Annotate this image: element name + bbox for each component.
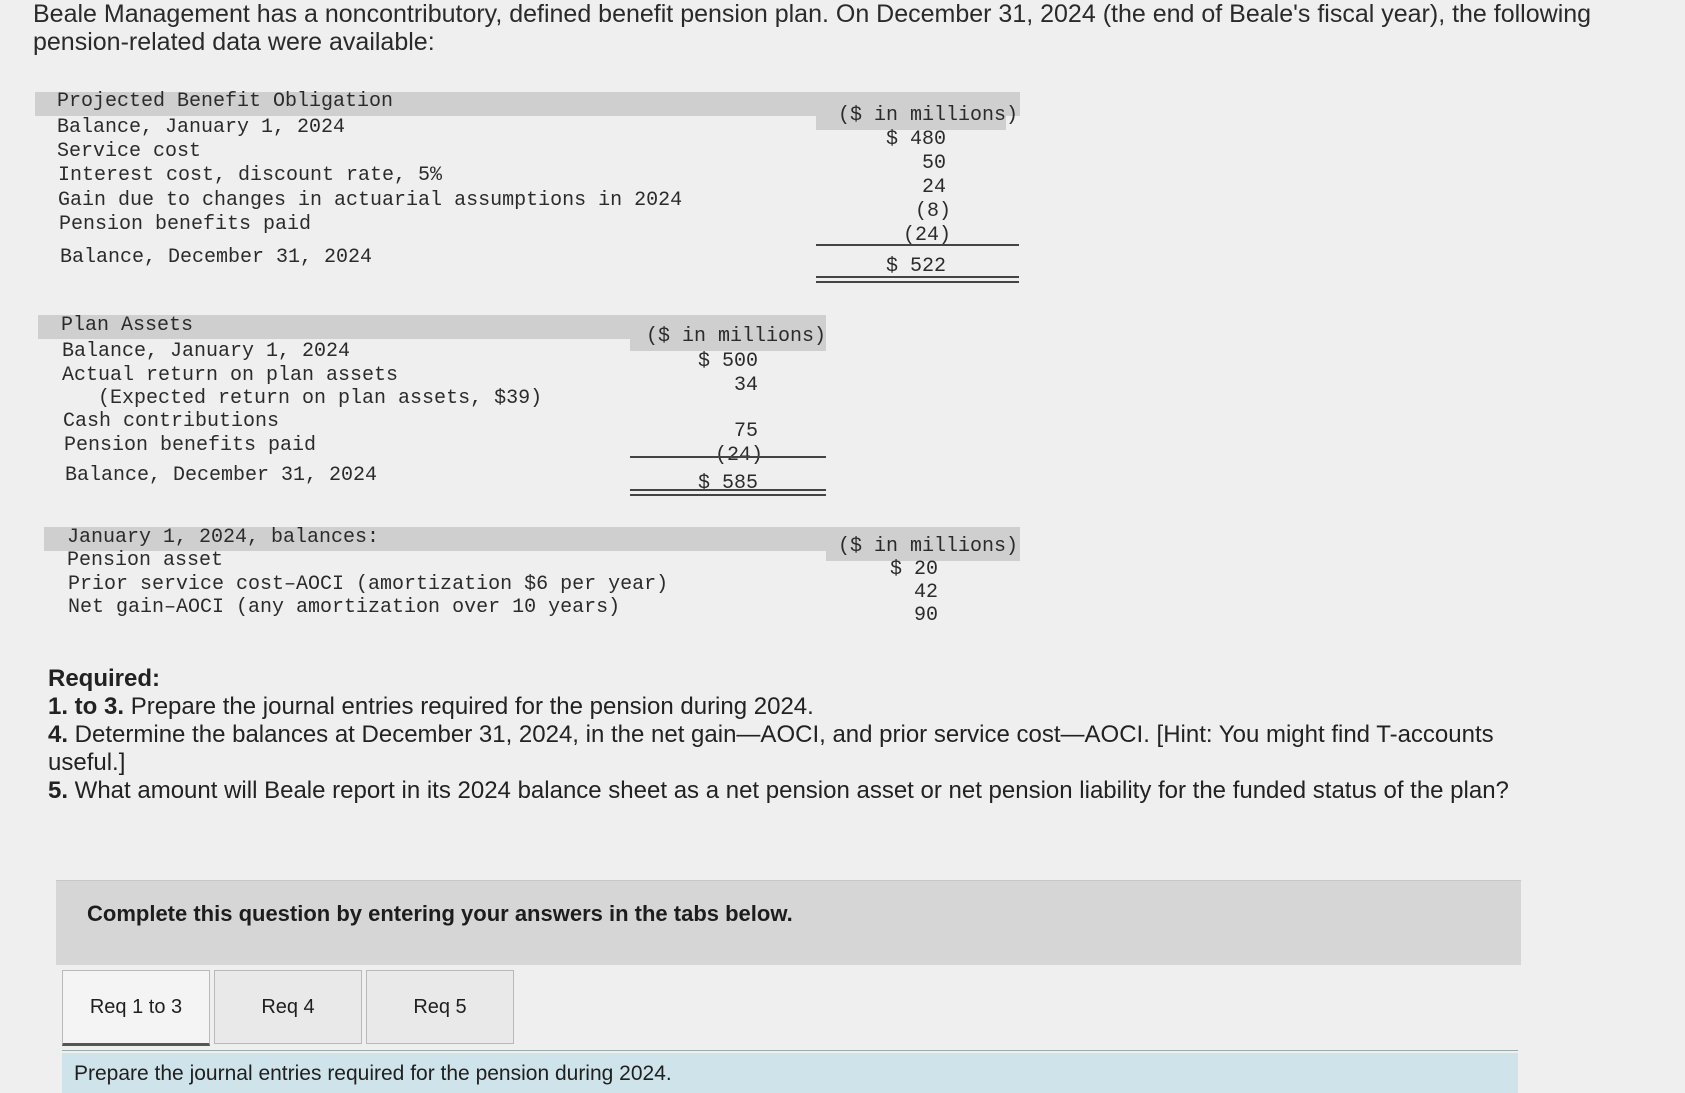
tab-req-4[interactable]: Req 4 (214, 970, 362, 1044)
assets-row-label: Balance, December 31, 2024 (65, 464, 378, 487)
required-item: 4. Determine the balances at December 31, 2024, in the net gain—AOCI, and prior service cost—AOCI. [Hint: You might find T-accounts useful.] (48, 721, 1494, 776)
balances-row-value: $ 20 (889, 558, 938, 581)
assets-row-label: Pension benefits paid (64, 434, 317, 457)
assets-row-label: Actual return on plan assets (62, 364, 399, 387)
tab-req-1-to-3[interactable]: Req 1 to 3 (62, 970, 210, 1046)
balances-row-value: 90 (913, 604, 938, 627)
balances-row-label: Pension asset (67, 549, 224, 572)
pbo-row-value: 50 (921, 152, 946, 175)
assets-row-value: 75 (733, 420, 758, 443)
assets-row-value: $ 500 (697, 350, 758, 373)
balances-row-value: 42 (913, 581, 938, 604)
required-item: 1. to 3. Prepare the journal entries required for the pension during 2024. (48, 693, 814, 720)
pbo-row-value: (24) (902, 224, 951, 247)
balances-row-label: Net gain–AOCI (any amortization over 10 years) (68, 596, 621, 619)
pbo-row-label: Service cost (57, 140, 202, 163)
balances-unit: ($ in millions) (838, 535, 1019, 558)
pbo-row-label: Gain due to changes in actuarial assumptions in 2024 (58, 189, 683, 212)
pbo-unit: ($ in millions) (838, 104, 1019, 127)
required-heading: Required: (48, 665, 161, 692)
instruction-box (56, 880, 1521, 965)
assets-row-value: $ 585 (697, 472, 758, 495)
assets-row-label: Cash contributions (63, 410, 280, 433)
tab-req-5[interactable]: Req 5 (366, 970, 514, 1044)
pbo-row-label: Pension benefits paid (59, 213, 312, 236)
tab-divider (62, 1050, 1518, 1051)
required-item: 5. What amount will Beale report in its 2024 balance sheet as a net pension asset or net pension liability for the funded status of the plan? (48, 777, 1509, 804)
panel-text: Prepare the journal entries required for the pension during 2024. (74, 1062, 672, 1085)
problem-intro: Beale Management has a noncontributory, defined benefit pension plan. On December 31, 2024 (the end of Beale's fiscal year), the following pension-related data were available: (33, 0, 1592, 56)
pbo-row-label: Balance, December 31, 2024 (60, 246, 373, 269)
pbo-title: Projected Benefit Obligation (57, 90, 394, 113)
instruction-text: Complete this question by entering your answers in the tabs below. (87, 901, 793, 926)
balances-row-label: Prior service cost–AOCI (amortization $6 per year) (68, 573, 669, 596)
assets-row-label: Balance, January 1, 2024 (62, 340, 351, 363)
required-section (48, 665, 1548, 805)
pbo-row-value: $ 480 (885, 128, 946, 151)
assets-row-label: (Expected return on plan assets, $39) (62, 387, 543, 410)
balances-title: January 1, 2024, balances: (67, 526, 380, 549)
tab-panel (62, 1053, 1518, 1093)
assets-row-value: 34 (733, 374, 758, 397)
assets-unit: ($ in millions) (646, 325, 827, 348)
pbo-row-label: Interest cost, discount rate, 5% (58, 164, 443, 187)
pbo-row-value: $ 522 (885, 255, 946, 278)
assets-row-value: (24) (714, 444, 763, 467)
pbo-row-value: (8) (914, 200, 951, 223)
pbo-row-value: 24 (921, 176, 946, 199)
assets-title: Plan Assets (61, 314, 194, 337)
pbo-row-label: Balance, January 1, 2024 (57, 116, 346, 139)
